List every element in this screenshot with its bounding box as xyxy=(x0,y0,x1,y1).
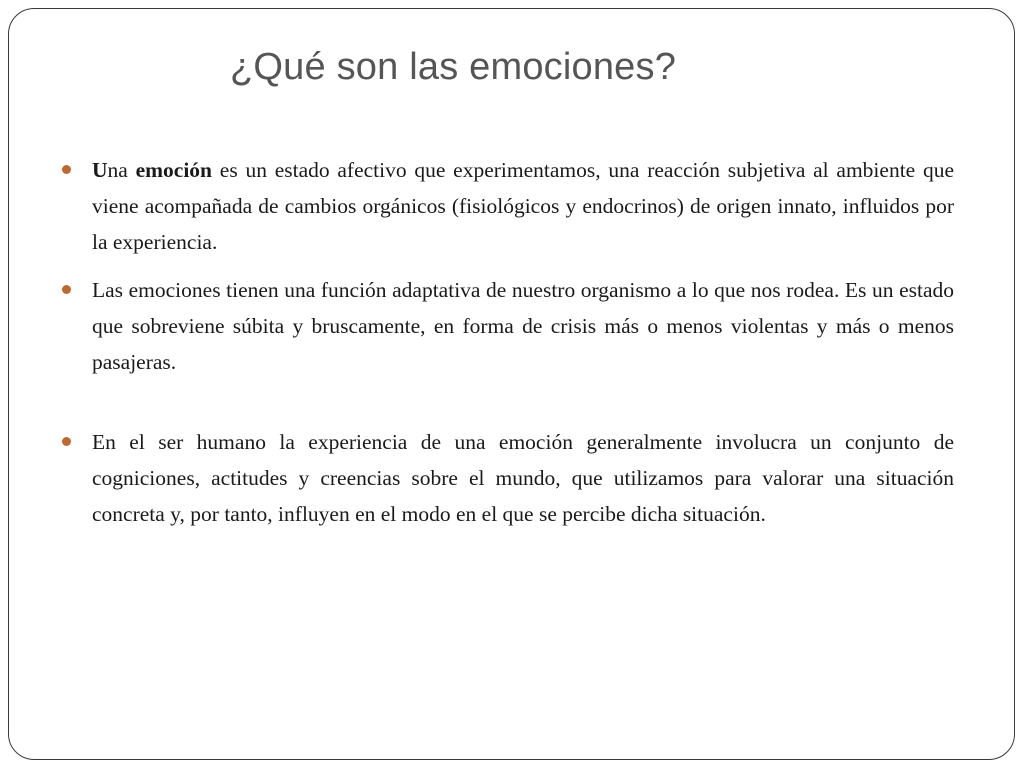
bullet-dot-icon xyxy=(62,285,71,294)
slide-title: ¿Qué son las emociones? xyxy=(230,46,677,88)
bullet-initial-letter: U xyxy=(92,158,108,182)
bullet-item-human-experience xyxy=(60,424,954,532)
bullet-key-term: emoción xyxy=(135,158,213,182)
bullet-dot-icon xyxy=(62,437,71,446)
bullet-text: En el ser humano la experiencia de una emoción generalmente involucra un conjunto de cogniciones, actitudes y creencias sobre el mundo, que utilizamos para valorar una situación concreta y, por tanto, influyen en el modo en el que se percibe dicha situación. xyxy=(92,430,954,526)
bullet-item-function xyxy=(60,272,954,380)
bullet-text-part: es un estado afectivo que experimentamos, una reacción subjetiva al ambiente que viene acompañada de cambios orgánicos (fisiológicos y endocrinos) de origen innato, influidos por la experiencia. xyxy=(92,158,955,254)
bullet-item-definition xyxy=(60,152,954,260)
bullet-list xyxy=(60,152,954,532)
bullet-text-part: na xyxy=(107,158,136,182)
bullet-text: Las emociones tienen una función adaptativa de nuestro organismo a lo que nos rodea. Es un estado que sobreviene súbita y bruscamente, en forma de crisis más o menos violentas y más o menos pasajeras. xyxy=(92,278,954,374)
bullet-dot-icon xyxy=(62,165,71,174)
